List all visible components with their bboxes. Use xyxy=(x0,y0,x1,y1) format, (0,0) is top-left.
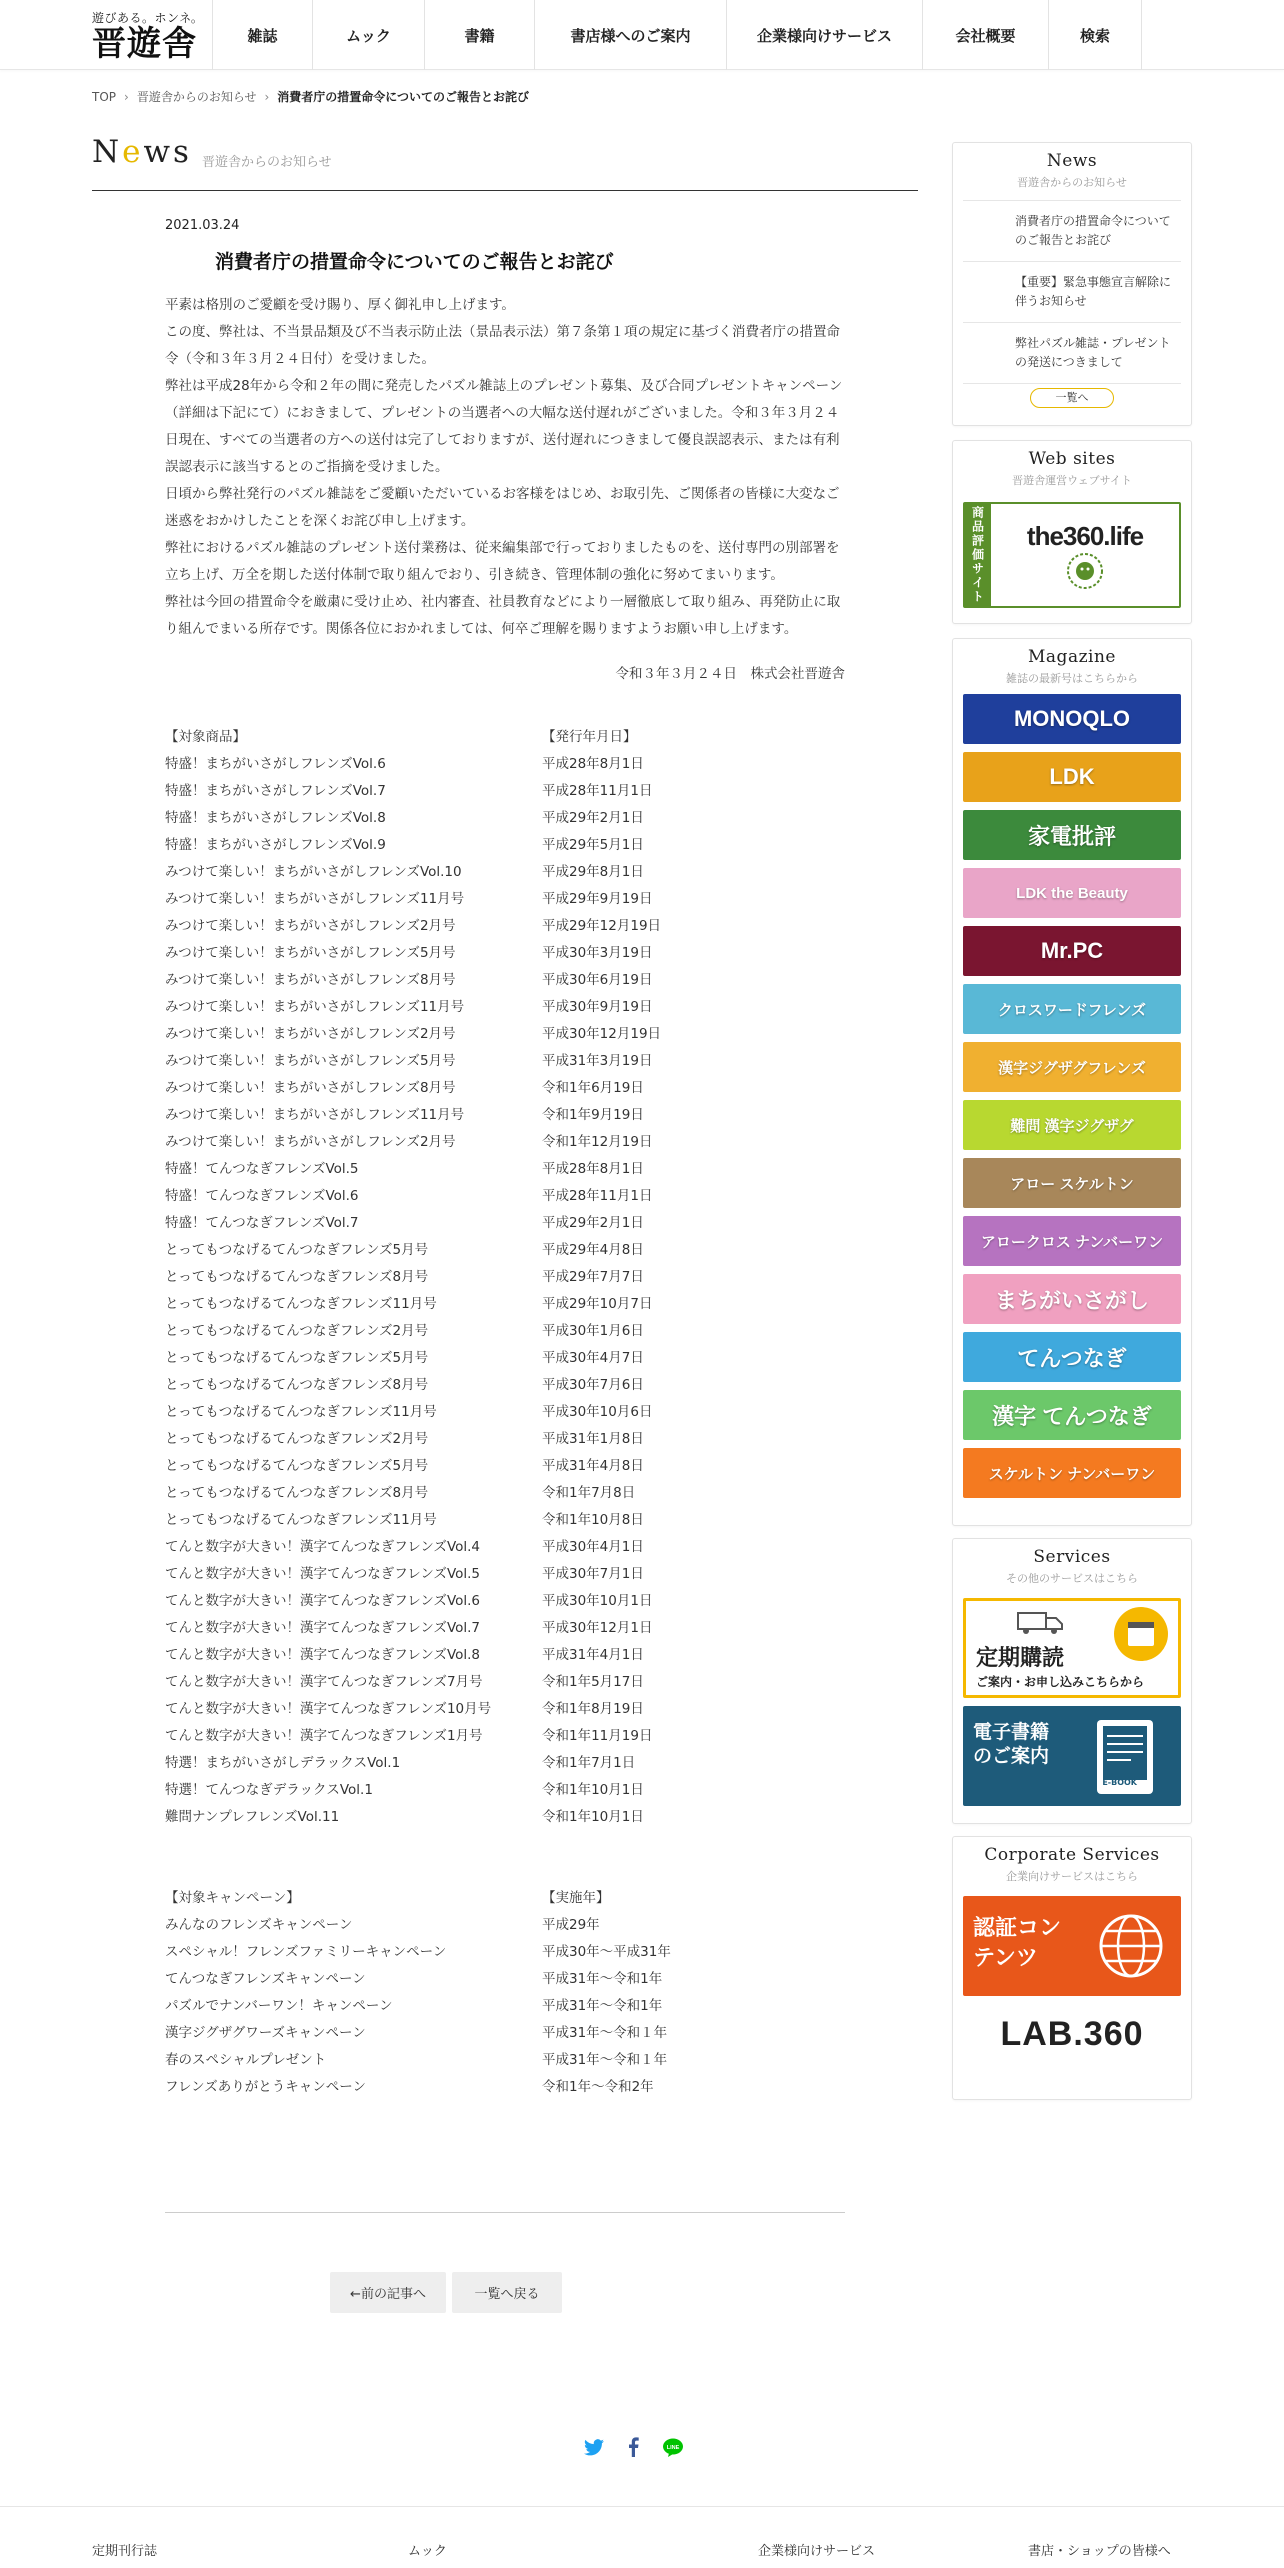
product-row-date: 平成29年2月1日 xyxy=(542,810,644,826)
magazine-banner[interactable] xyxy=(963,810,1181,860)
sidebar-websites-title: Web sites xyxy=(1028,449,1116,469)
campaign-row-name: フレンズありがとうキャンペーン xyxy=(165,2079,366,2095)
product-row-name: みつけて楽しい！まちがいさがしフレンズ8月号 xyxy=(165,1080,456,1096)
campaign-row-name: てんつなぎフレンズキャンペーン xyxy=(165,1971,366,1987)
breadcrumb-top[interactable]: TOP xyxy=(92,89,117,104)
product-row-name: てんと数字が大きい！漢字てんつなぎフレンズVol.5 xyxy=(165,1566,481,1582)
nav-company[interactable]: 会社概要 xyxy=(922,0,1048,70)
the360-logo-text: the360.life xyxy=(1026,520,1144,551)
product-row-name: 特盛！てんつなぎフレンズVol.6 xyxy=(165,1188,359,1204)
product-row-name: とってもつなげるてんつなぎフレンズ2月号 xyxy=(165,1323,429,1339)
magazine-banner-label: まちがいさがし xyxy=(994,1287,1149,1313)
nav-books[interactable]: 書籍 xyxy=(424,0,534,70)
product-row-date: 令和1年5月17日 xyxy=(542,1674,644,1690)
product-row-date: 平成30年7月6日 xyxy=(542,1377,644,1393)
twitter-icon[interactable] xyxy=(584,2439,604,2456)
product-row-date: 令和1年11月19日 xyxy=(542,1728,653,1744)
magazine-banner-label: アロークロス ナンバーワン xyxy=(980,1233,1164,1251)
product-row-date: 平成29年7月7日 xyxy=(542,1269,644,1285)
product-row xyxy=(165,913,845,940)
magazine-banner-label: クロスワードフレンズ xyxy=(997,1001,1147,1019)
product-row xyxy=(165,1723,845,1750)
magazine-banner[interactable] xyxy=(963,1390,1181,1440)
back-to-list-button[interactable]: 一覧へ戻る xyxy=(452,2272,562,2313)
magazine-banner-label: LDK the Beauty xyxy=(1016,884,1128,902)
product-row-date: 平成29年4月8日 xyxy=(542,1242,644,1258)
prev-article-button[interactable]: ←前の記事へ xyxy=(330,2272,446,2313)
product-row-name: 特選！てんつなぎデラックスVol.1 xyxy=(165,1782,373,1798)
nav-corporate-services[interactable]: 企業様向けサービス xyxy=(726,0,922,70)
sidebar-news-list xyxy=(963,200,1181,384)
magazine-banner[interactable] xyxy=(963,926,1181,976)
product-row-name: 特盛！まちがいさがしフレンズVol.7 xyxy=(165,783,386,799)
campaign-row xyxy=(165,2047,845,2074)
magazine-banner-label: 難問 漢字ジグザグ xyxy=(1010,1117,1134,1135)
product-row-date: 令和1年7月8日 xyxy=(542,1485,636,1501)
product-row-date: 平成30年9月19日 xyxy=(542,999,653,1015)
product-row xyxy=(165,1615,845,1642)
product-row-name: みつけて楽しい！まちがいさがしフレンズ2月号 xyxy=(165,918,456,934)
product-row xyxy=(165,1750,845,1777)
product-row-name: てんと数字が大きい！漢字てんつなぎフレンズVol.7 xyxy=(165,1620,481,1636)
logo-tagline: 遊びある。ホンネ。 xyxy=(92,11,204,25)
sidebar-news-item[interactable]: 【重要】緊急事態宣言解除に伴うお知らせ xyxy=(963,261,1181,322)
sidebar-corporate-title: Corporate Services xyxy=(984,1845,1160,1865)
footer-link-corporate[interactable]: 企業様向けサービス xyxy=(758,2544,876,2559)
sidebar-magazine xyxy=(952,638,1192,1526)
product-row xyxy=(165,1129,845,1156)
campaign-row xyxy=(165,2074,845,2101)
sidebar-websites xyxy=(952,440,1192,624)
campaign-row-name: スペシャル！フレンズファミリーキャンペーン xyxy=(165,1944,447,1960)
product-row xyxy=(165,1075,845,1102)
magazine-banner[interactable] xyxy=(963,694,1181,744)
footer-link-bookstores[interactable]: 書店・ショップの皆様へ xyxy=(1028,2544,1171,2559)
product-row-name: とってもつなげるてんつなぎフレンズ11月号 xyxy=(165,1512,437,1528)
magazine-banner-label: MONOQLO xyxy=(1013,706,1131,731)
footer-link-mook[interactable]: ムック xyxy=(408,2544,447,2559)
article-paragraph: 日頃から弊社発行のパズル雑誌をご愛顧いただいているお客様をはじめ、お取引先、ご関係者の皆様に大変なご迷惑をおかけしたことを深くお詫び申し上げます。 xyxy=(165,486,840,529)
product-row xyxy=(165,778,845,805)
article xyxy=(165,218,845,2101)
sidebar-corporate xyxy=(952,1836,1192,2100)
nav-mook[interactable]: ムック xyxy=(312,0,424,70)
product-row xyxy=(165,1588,845,1615)
article-paragraph: 平素は格別のご愛顧を受け賜り、厚く御礼申し上げます。 xyxy=(165,297,515,313)
magazine-banner-label: てんつなぎ xyxy=(1017,1345,1127,1371)
product-row-name: 特盛！てんつなぎフレンズVol.5 xyxy=(165,1161,359,1177)
product-row-date: 平成30年12月19日 xyxy=(542,1026,662,1042)
sidebar-news-item[interactable]: 消費者庁の措置命令についてのご報告とお詫び xyxy=(963,200,1181,261)
ebook-banner-title: 電子書籍のご案内 xyxy=(973,1721,1050,1767)
chevron-right-icon: › xyxy=(124,89,129,104)
product-row-date: 平成29年8月1日 xyxy=(542,864,644,880)
article-paragraph: 弊社は今回の措置命令を厳粛に受け止め、社内審査、社員教育などにより一層徹底して取り組み、再発防止に取り組んでまいる所存です。関係各位におかれましては、何卒ご理解を賜りますようお願い申し上げます。 xyxy=(165,594,841,637)
footer-divider xyxy=(0,2506,1284,2507)
article-divider xyxy=(165,2212,845,2213)
product-row xyxy=(165,1048,845,1075)
product-row-name: とってもつなげるてんつなぎフレンズ8月号 xyxy=(165,1485,429,1501)
product-row xyxy=(165,1372,845,1399)
product-row-date: 令和1年10月1日 xyxy=(542,1809,644,1825)
product-row xyxy=(165,940,845,967)
page-subtitle: 晋遊舎からのお知らせ xyxy=(202,155,332,170)
product-row-name: てんと数字が大きい！漢字てんつなぎフレンズVol.6 xyxy=(165,1593,481,1609)
products-list xyxy=(165,724,845,1831)
product-row-date: 令和1年7月1日 xyxy=(542,1755,636,1771)
product-row-name: とってもつなげるてんつなぎフレンズ2月号 xyxy=(165,1431,429,1447)
magazine-banner[interactable] xyxy=(963,1448,1181,1498)
breadcrumb-news[interactable]: 晋遊舎からのお知らせ xyxy=(136,90,257,104)
campaigns-header-name: 【対象キャンペーン】 xyxy=(165,1890,300,1906)
magazine-banner[interactable] xyxy=(963,1158,1181,1208)
product-row xyxy=(165,1237,845,1264)
magazine-banner-label: LDK xyxy=(1049,764,1095,789)
product-row-date: 平成29年9月19日 xyxy=(542,891,653,907)
magazine-banner-label: アロー スケルトン xyxy=(1010,1175,1134,1193)
product-row xyxy=(165,1102,845,1129)
logo-text: 晋遊舎 xyxy=(92,24,197,64)
product-row-name: みつけて楽しい！まちがいさがしフレンズ5月号 xyxy=(165,1053,456,1069)
product-row xyxy=(165,751,845,778)
campaigns-header-year: 【実施年】 xyxy=(542,1890,610,1906)
campaign-row-date: 平成30年〜平成31年 xyxy=(542,1944,671,1960)
product-row-date: 平成30年10月1日 xyxy=(542,1593,653,1609)
product-row-date: 平成30年7月1日 xyxy=(542,1566,644,1582)
product-row-date: 平成30年12月1日 xyxy=(542,1620,653,1636)
product-row xyxy=(165,994,845,1021)
product-row-date: 平成30年6月19日 xyxy=(542,972,653,988)
product-row-date: 平成28年8月1日 xyxy=(542,1161,644,1177)
product-row-name: とってもつなげるてんつなぎフレンズ5月号 xyxy=(165,1458,429,1474)
article-paragraph: この度、弊社は、不当景品類及び不当表示防止法（景品表示法）第７条第１項の規定に基づく消費者庁の措置命令（令和３年３月２４日付）を受けました。 xyxy=(165,324,840,367)
sidebar-news-subtitle: 晋遊舎からのお知らせ xyxy=(1017,176,1127,189)
product-row-name: みつけて楽しい！まちがいさがしフレンズ2月号 xyxy=(165,1134,456,1150)
product-row-name: とってもつなげるてんつなぎフレンズ5月号 xyxy=(165,1350,429,1366)
product-row-date: 令和1年12月19日 xyxy=(542,1134,653,1150)
product-row-name: てんと数字が大きい！漢字てんつなぎフレンズ1月号 xyxy=(165,1728,483,1744)
product-row xyxy=(165,1183,845,1210)
magazine-banner[interactable] xyxy=(963,1042,1181,1092)
product-row xyxy=(165,1399,845,1426)
product-row-name: とってもつなげるてんつなぎフレンズ11月号 xyxy=(165,1404,437,1420)
product-row-date: 平成28年11月1日 xyxy=(542,1188,653,1204)
product-row xyxy=(165,1561,845,1588)
product-row-name: 難問ナンプレフレンズVol.11 xyxy=(165,1809,340,1825)
product-row-date: 令和1年8月19日 xyxy=(542,1701,644,1717)
product-row xyxy=(165,859,845,886)
product-row-name: とってもつなげるてんつなぎフレンズ8月号 xyxy=(165,1269,429,1285)
subscription-banner-sub: ご案内・お申し込みこちらから xyxy=(976,1675,1145,1689)
product-row xyxy=(165,1318,845,1345)
campaign-row xyxy=(165,1993,845,2020)
product-row-name: 特選！まちがいさがしデラックスVol.1 xyxy=(165,1755,401,1771)
product-row-name: みつけて楽しい！まちがいさがしフレンズ2月号 xyxy=(165,1026,456,1042)
page-title: News xyxy=(92,134,192,170)
product-row xyxy=(165,1804,845,1831)
magazine-banner-label: 漢字ジグザグフレンズ xyxy=(998,1059,1146,1077)
product-row-name: とってもつなげるてんつなぎフレンズ5月号 xyxy=(165,1242,429,1258)
certified-content-banner[interactable] xyxy=(963,1896,1181,1996)
article-signature: 令和３年３月２４日 株式会社晋遊舎 xyxy=(615,666,845,682)
product-row-date: 平成30年10月6日 xyxy=(542,1404,653,1420)
sidebar-news xyxy=(952,142,1192,426)
product-row xyxy=(165,1669,845,1696)
article-pager xyxy=(330,2272,562,2313)
magazine-banner[interactable] xyxy=(963,1332,1181,1382)
product-row xyxy=(165,1156,845,1183)
product-row-date: 令和1年6月19日 xyxy=(542,1080,644,1096)
product-row-name: 特盛！まちがいさがしフレンズVol.9 xyxy=(165,837,386,853)
campaign-row-name: みんなのフレンズキャンペーン xyxy=(165,1917,353,1933)
product-row-name: てんと数字が大きい！漢字てんつなぎフレンズ10月号 xyxy=(165,1701,492,1717)
product-row-name: 特盛！まちがいさがしフレンズVol.6 xyxy=(165,756,386,772)
facebook-icon[interactable] xyxy=(628,2437,639,2457)
products-header-date: 【発行年月日】 xyxy=(542,729,637,745)
chevron-right-icon: › xyxy=(264,89,270,104)
product-row xyxy=(165,1426,845,1453)
site-header xyxy=(0,0,1284,70)
magazine-banner-label: 漢字 てんつなぎ xyxy=(992,1403,1152,1429)
breadcrumb-current: 消費者庁の措置命令についてのご報告とお詫び xyxy=(277,90,530,104)
magazine-banner-label: 家電批評 xyxy=(1027,823,1116,849)
product-row xyxy=(165,886,845,913)
product-row-date: 平成31年4月1日 xyxy=(542,1647,644,1663)
product-row xyxy=(165,1480,845,1507)
svg-text:LINE: LINE xyxy=(666,2444,680,2451)
campaign-row xyxy=(165,2020,845,2047)
product-row-date: 平成29年12月19日 xyxy=(542,918,662,934)
sidebar-news-more-button[interactable]: 一覧へ xyxy=(1030,388,1114,408)
sidebar-corporate-subtitle: 企業向けサービスはこちら xyxy=(1006,1870,1138,1883)
product-row xyxy=(165,1453,845,1480)
article-body xyxy=(165,292,845,643)
product-row-date: 令和1年10月8日 xyxy=(542,1512,644,1528)
social-share xyxy=(584,2437,683,2457)
article-date: 2021.03.24 xyxy=(165,218,240,233)
sidebar-magazine-title: Magazine xyxy=(1028,647,1116,667)
page-heading xyxy=(92,134,918,191)
product-row-name: みつけて楽しい！まちがいさがしフレンズVol.10 xyxy=(165,864,462,880)
product-row-name: みつけて楽しい！まちがいさがしフレンズ5月号 xyxy=(165,945,456,961)
product-row-name: みつけて楽しい！まちがいさがしフレンズ11月号 xyxy=(165,999,465,1015)
product-row xyxy=(165,967,845,994)
product-row-date: 令和1年10月1日 xyxy=(542,1782,644,1798)
product-row-name: みつけて楽しい！まちがいさがしフレンズ11月号 xyxy=(165,1107,465,1123)
site-logo[interactable] xyxy=(92,9,203,62)
certified-content-banner-text: 認証コンテンツ xyxy=(973,1916,1062,1971)
product-row-name: てんと数字が大きい！漢字てんつなぎフレンズ7月号 xyxy=(165,1674,483,1690)
the360-mascot-icon xyxy=(1063,552,1107,590)
breadcrumb xyxy=(92,88,529,105)
product-row-date: 平成31年4月8日 xyxy=(542,1458,644,1474)
product-row-date: 令和1年9月19日 xyxy=(542,1107,644,1123)
magazine-banner-label: スケルトン ナンバーワン xyxy=(988,1465,1156,1483)
magazine-banner[interactable] xyxy=(963,1274,1181,1324)
the360-banner-side: 商品評価サイト xyxy=(965,504,991,606)
product-row xyxy=(165,1642,845,1669)
campaign-row-date: 平成31年〜令和１年 xyxy=(542,2052,668,2068)
line-icon[interactable] xyxy=(663,2438,683,2457)
product-row xyxy=(165,805,845,832)
product-row xyxy=(165,1696,845,1723)
campaign-row xyxy=(165,1966,845,1993)
nav-search[interactable]: 検索 xyxy=(1048,0,1142,70)
campaign-row-date: 平成31年〜令和1年 xyxy=(542,1971,663,1987)
product-row xyxy=(165,1507,845,1534)
lab360-banner[interactable] xyxy=(963,2004,1181,2064)
campaign-row-name: 春のスペシャルプレゼント xyxy=(165,2052,327,2068)
nav-magazine[interactable]: 雑誌 xyxy=(212,0,312,70)
product-row-name: みつけて楽しい！まちがいさがしフレンズ8月号 xyxy=(165,972,456,988)
sidebar-news-item[interactable]: 弊社パズル雑誌・プレゼントの発送につきまして xyxy=(963,322,1181,384)
product-row xyxy=(165,1210,845,1237)
campaign-row xyxy=(165,1939,845,1966)
product-row-date: 平成30年1月6日 xyxy=(542,1323,644,1339)
product-row xyxy=(165,1291,845,1318)
subscription-banner-title: 定期購読 xyxy=(976,1646,1065,1671)
product-row-date: 平成30年4月1日 xyxy=(542,1539,644,1555)
global-nav xyxy=(212,0,1142,70)
magazine-banner[interactable] xyxy=(963,868,1181,918)
sidebar-services xyxy=(952,1538,1192,1824)
campaign-row-date: 平成29年 xyxy=(542,1917,600,1933)
product-row-name: 特盛！まちがいさがしフレンズVol.8 xyxy=(165,810,386,826)
campaign-row-name: 漢字ジグザグワーズキャンペーン xyxy=(165,2025,366,2041)
magazine-banner[interactable] xyxy=(963,1216,1181,1266)
product-row-date: 平成28年8月1日 xyxy=(542,756,644,772)
product-row-name: てんと数字が大きい！漢字てんつなぎフレンズVol.8 xyxy=(165,1647,481,1663)
product-row-name: みつけて楽しい！まちがいさがしフレンズ11月号 xyxy=(165,891,465,907)
magazine-banner[interactable] xyxy=(963,752,1181,802)
product-row-date: 平成28年11月1日 xyxy=(542,783,653,799)
products-header-row xyxy=(165,724,845,751)
article-title: 消費者庁の措置命令についてのご報告とお詫び xyxy=(215,251,614,273)
article-paragraph: 弊社は平成28年から令和２年の間に発売したパズル雑誌上のプレゼント募集、及び合同プレゼントキャンペーン（詳細は下記にて）におきまして、プレゼントの当選者への大幅な送付遅れがございました。令和３年３月２４日現在、すべての当選者の方への送付は完了しておりますが、送付遅れにつきまして優良誤認表示、または有利誤認表示に該当するとのご指摘を受けました。 xyxy=(165,378,843,475)
product-row-date: 平成29年5月1日 xyxy=(542,837,644,853)
ebook-banner[interactable] xyxy=(963,1706,1181,1806)
product-row-name: てんと数字が大きい！漢字てんつなぎフレンズVol.4 xyxy=(165,1539,481,1555)
product-row-name: 特盛！てんつなぎフレンズVol.7 xyxy=(165,1215,359,1231)
product-row-date: 平成31年3月19日 xyxy=(542,1053,653,1069)
product-row xyxy=(165,1021,845,1048)
sidebar-magazine-subtitle: 雑誌の最新号はこちらから xyxy=(1006,672,1138,685)
magazine-banner-label: Mr.PC xyxy=(1040,938,1104,963)
product-row-date: 平成29年10月7日 xyxy=(542,1296,653,1312)
sidebar-news-title: News xyxy=(1046,151,1098,171)
product-row xyxy=(165,1264,845,1291)
magazine-banner[interactable] xyxy=(963,1100,1181,1150)
product-row xyxy=(165,1345,845,1372)
product-row-date: 平成30年4月7日 xyxy=(542,1350,644,1366)
product-row-name: とってもつなげるてんつなぎフレンズ8月号 xyxy=(165,1377,429,1393)
magazine-banner-list xyxy=(953,694,1191,1498)
campaigns-header-row xyxy=(165,1885,845,1912)
campaign-row xyxy=(165,1912,845,1939)
sidebar-services-subtitle: その他のサービスはこちら xyxy=(1006,1572,1138,1585)
magazine-banner[interactable] xyxy=(963,984,1181,1034)
truck-icon xyxy=(1016,1609,1066,1637)
products-header-name: 【対象商品】 xyxy=(165,729,246,745)
product-row xyxy=(165,832,845,859)
product-row-date: 平成31年1月8日 xyxy=(542,1431,644,1447)
campaign-row-date: 平成31年〜令和１年 xyxy=(542,2025,668,2041)
ebook-banner-tag: E-BOOK xyxy=(1102,1778,1137,1787)
product-row-date: 平成29年2月1日 xyxy=(542,1215,644,1231)
campaign-row-date: 令和1年〜令和2年 xyxy=(542,2079,654,2095)
campaign-row-name: パズルでナンバーワン！キャンペーン xyxy=(165,1998,393,2014)
article-paragraph: 弊社におけるパズル雑誌のプレゼント送付業務は、従来編集部で行っておりましたものを、送付専門の別部署を立ち上げ、万全を期した送付体制で取り組んでおり、引き続き、管理体制の強化に努めてまいります。 xyxy=(165,540,840,583)
calendar-icon xyxy=(1112,1605,1170,1663)
footer-link-periodicals[interactable]: 定期刊行誌 xyxy=(92,2544,158,2559)
sidebar-services-title: Services xyxy=(1033,1547,1111,1567)
product-row xyxy=(165,1534,845,1561)
campaign-row-date: 平成31年〜令和1年 xyxy=(542,1998,663,2014)
sidebar-websites-subtitle: 晋遊舎運営ウェブサイト xyxy=(1012,474,1132,487)
campaigns-list xyxy=(165,1885,845,2101)
subscription-banner[interactable] xyxy=(963,1598,1181,1698)
nav-bookstore-guide[interactable]: 書店様へのご案内 xyxy=(534,0,726,70)
product-row-date: 平成30年3月19日 xyxy=(542,945,653,961)
product-row-name: とってもつなげるてんつなぎフレンズ11月号 xyxy=(165,1296,437,1312)
the360-banner[interactable] xyxy=(963,502,1181,608)
lab360-logo: LAB.360 xyxy=(1000,2014,1144,2053)
product-row xyxy=(165,1777,845,1804)
globe-icon xyxy=(1095,1910,1167,1982)
